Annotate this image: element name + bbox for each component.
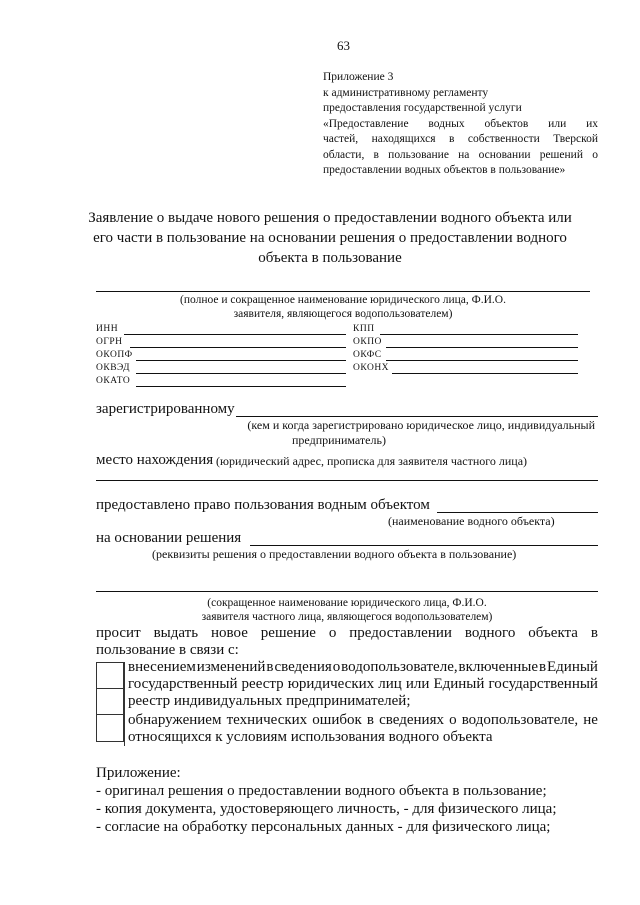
- appendix-line-2: к административному регламенту: [323, 86, 489, 99]
- registered-caption-1: (кем и когда зарегистрировано юридическое лицо, индивидуальный: [247, 418, 595, 432]
- word: или: [548, 117, 567, 130]
- word: их: [586, 117, 598, 130]
- word: просит: [96, 625, 141, 641]
- water-object-caption: (наименование водного объекта): [388, 514, 555, 528]
- word: технических: [226, 712, 308, 728]
- word: о: [328, 625, 337, 641]
- word: водопользователе,: [341, 659, 458, 675]
- code-label-okonh: ОКОНХ: [353, 363, 390, 373]
- basis-field[interactable]: [250, 545, 598, 546]
- option-2-line-1: [128, 712, 598, 729]
- word: на: [458, 148, 470, 161]
- inn-field[interactable]: [124, 334, 346, 335]
- water-object-field[interactable]: [437, 512, 598, 513]
- word: частей,: [323, 133, 359, 145]
- word: Единый: [433, 676, 485, 692]
- applicant-caption-line-1: (полное и сокращенное наименование юридического лица, Ф.И.О.: [180, 294, 506, 306]
- location-label: место нахождения: [96, 452, 214, 468]
- okpo-field[interactable]: [386, 347, 578, 348]
- word: не: [583, 712, 598, 728]
- word: водопользователе,: [461, 712, 579, 728]
- okonh-field[interactable]: [392, 373, 578, 374]
- page-number: 63: [337, 38, 350, 53]
- word: изменений: [196, 659, 266, 675]
- word: Тверской: [553, 133, 598, 145]
- code-label-okfs: ОКФС: [353, 350, 382, 360]
- appendix-line-4: [323, 117, 598, 133]
- ogrn-field[interactable]: [130, 347, 346, 348]
- word: в: [538, 659, 547, 675]
- word: или: [405, 676, 430, 692]
- word: реестр: [241, 676, 284, 692]
- short-name-caption-line-2: заявителя частного лица, являющегося водопользователем): [201, 611, 493, 623]
- basis-label: на основании решения: [96, 530, 242, 546]
- word: в: [366, 712, 374, 728]
- document-title: [60, 208, 600, 268]
- okopf-field[interactable]: [136, 360, 346, 361]
- word: водного: [464, 625, 516, 641]
- option-1-checkbox-lower[interactable]: [96, 688, 124, 716]
- option-1-line-3: реестр индивидуальных предпринимателей;: [128, 693, 411, 709]
- word: области,: [323, 148, 365, 161]
- word: лиц: [378, 676, 402, 692]
- applicant-caption-line-2: заявителя, являющегося водопользователем): [233, 308, 453, 320]
- appendix-block: [323, 70, 598, 179]
- title-line-3: объекта в пользование: [258, 250, 402, 266]
- title-line-2: его части в пользование на основании решения о предоставлении водного: [93, 230, 567, 246]
- right-granted-label: предоставлено право пользования водным объектом: [96, 497, 430, 513]
- kpp-field[interactable]: [380, 334, 578, 335]
- option-1-line-1: [128, 659, 598, 676]
- option-1-checkbox[interactable]: [96, 662, 124, 690]
- word: внесением: [128, 659, 196, 675]
- word: находящихся: [371, 133, 436, 145]
- word: в: [590, 625, 598, 641]
- word: государственный: [128, 676, 238, 692]
- appendix-line-7: предоставлении водных объектов в пользование»: [323, 164, 566, 176]
- location-hint: (юридический адрес, прописка для заявителя частного лица): [216, 454, 528, 468]
- option-1-line-2: [128, 676, 598, 693]
- word: о: [332, 659, 341, 675]
- word: решение: [260, 625, 316, 641]
- word: обнаружением: [128, 712, 222, 728]
- word: пользование: [388, 148, 449, 161]
- code-label-okato: ОКАТО: [96, 376, 131, 386]
- registered-caption-2: предприниматель): [292, 433, 386, 447]
- applicant-caption: [96, 293, 590, 321]
- code-label-okved: ОКВЭД: [96, 363, 130, 373]
- attachment-item: - оригинал решения о предоставлении водного объекта в пользование;: [96, 783, 547, 799]
- okfs-field[interactable]: [386, 360, 578, 361]
- word: решений: [539, 148, 583, 161]
- word: собственности: [467, 133, 540, 145]
- registered-label: зарегистрированному: [96, 401, 235, 417]
- word: основании: [478, 148, 531, 161]
- attachments-block: [96, 764, 557, 836]
- word: ошибок: [312, 712, 362, 728]
- attachment-item: - согласие на обработку персональных данных - для физического лица;: [96, 819, 551, 835]
- code-label-okopf: ОКОПФ: [96, 350, 133, 360]
- location-field[interactable]: [96, 480, 598, 481]
- word: водных: [428, 117, 465, 130]
- code-label-okpo: ОКПО: [353, 337, 382, 347]
- word: в: [449, 133, 455, 145]
- word: о: [592, 148, 598, 161]
- option-2-text: [128, 712, 598, 746]
- word: юридических: [287, 676, 375, 692]
- short-name-caption: [96, 596, 598, 624]
- request-line-2: пользование в связи с:: [96, 642, 239, 658]
- word: сведениях: [379, 712, 444, 728]
- okved-field[interactable]: [136, 373, 346, 374]
- code-label-kpp: КПП: [353, 324, 375, 334]
- appendix-line-5: [323, 132, 598, 148]
- word: Единый: [547, 659, 598, 675]
- word: предоставлении: [349, 625, 452, 641]
- attachment-item: - копия документа, удостоверяющего личность, - для физического лица;: [96, 801, 557, 817]
- applicant-name-line[interactable]: [96, 291, 590, 292]
- word: «Предоставление: [323, 117, 409, 130]
- word: объекта: [528, 625, 578, 641]
- word: в: [373, 148, 379, 161]
- code-label-inn: ИНН: [96, 324, 119, 334]
- option-2-checkbox[interactable]: [96, 714, 124, 742]
- appendix-line-6: [323, 148, 598, 164]
- word: объектов: [484, 117, 529, 130]
- word: выдать: [153, 625, 199, 641]
- short-name-field[interactable]: [96, 591, 598, 592]
- request-line-1: [96, 625, 598, 642]
- short-name-caption-line-1: (сокращенное наименование юридического лица, Ф.И.О.: [207, 597, 487, 609]
- word: новое: [211, 625, 248, 641]
- word: сведения: [274, 659, 332, 675]
- option-2-line-2: относящихся к условиям использования водного объекта: [128, 729, 493, 745]
- title-line-1: Заявление о выдаче нового решения о предоставлении водного объекта или: [88, 210, 572, 226]
- appendix-line-1: Приложение 3: [323, 71, 394, 83]
- word: включенные: [458, 659, 539, 675]
- checkbox-divider: [124, 662, 125, 746]
- option-1-text: [128, 659, 598, 710]
- appendix-line-3: предоставления государственной услуги: [323, 102, 522, 114]
- attachments-heading: Приложение:: [96, 765, 181, 781]
- okato-field[interactable]: [136, 386, 346, 387]
- word: в: [266, 659, 274, 675]
- word: о: [449, 712, 457, 728]
- code-label-ogrn: ОГРН: [96, 337, 123, 347]
- registered-field[interactable]: [236, 416, 598, 417]
- word: государственный: [488, 676, 598, 692]
- basis-caption: (реквизиты решения о предоставлении водного объекта в пользование): [152, 547, 517, 561]
